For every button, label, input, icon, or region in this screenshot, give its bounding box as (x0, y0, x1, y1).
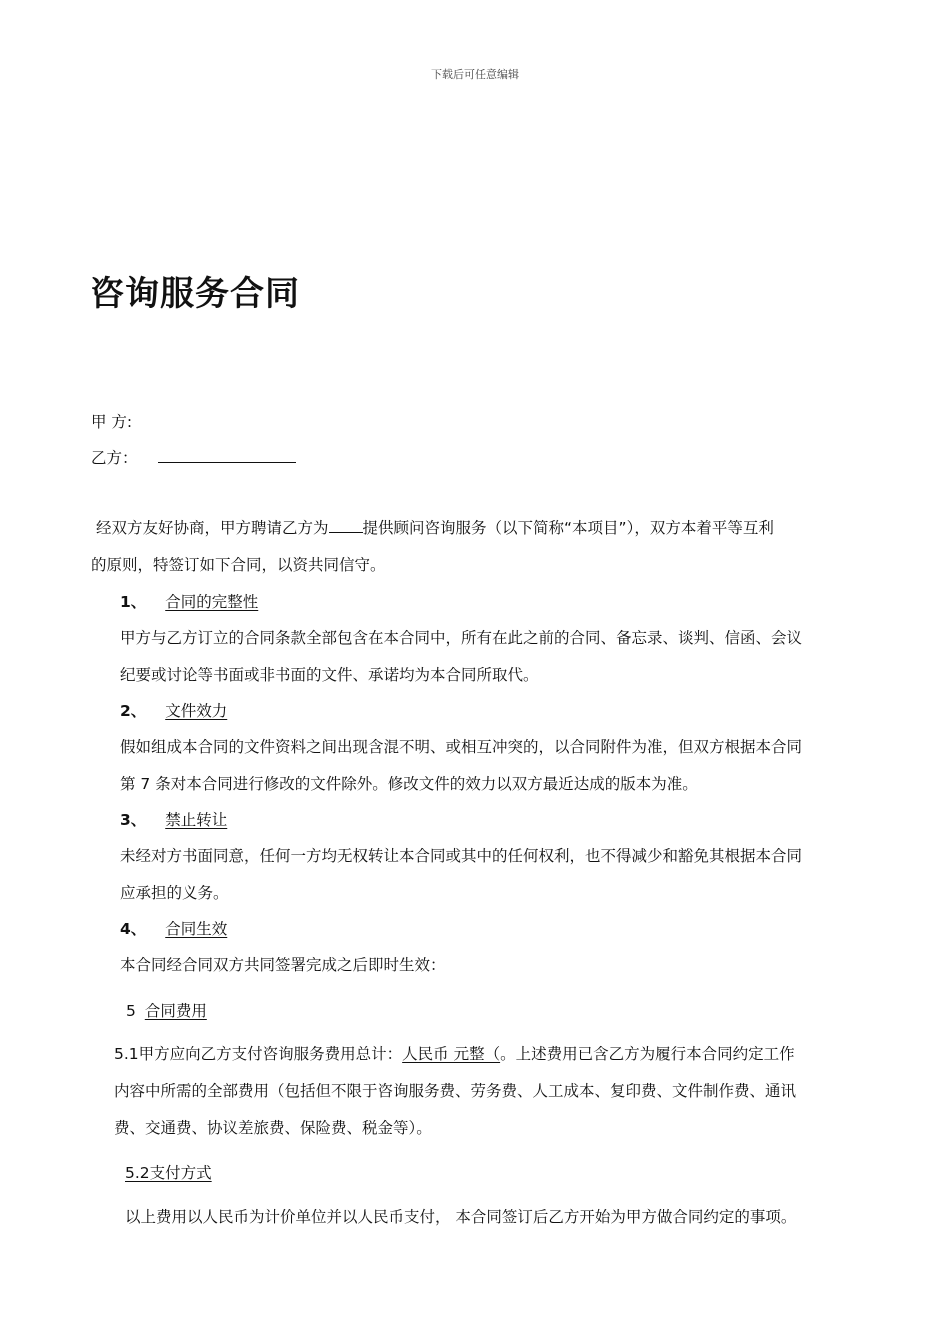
intro-text-a: 经双方友好协商，甲方聘请乙方为 (96, 519, 329, 537)
clause-5-1-line-3: 费、交通费、协议差旅费、保险费、税金等）。 (114, 1119, 432, 1137)
page-header: 下载后可任意编辑 (431, 68, 519, 81)
section-2-line-2: 第 7 条对本合同进行修改的文件除外。修改文件的效力以双方最近达成的版本为准。 (120, 775, 698, 793)
clause-5-2-text: 以上费用以人民币为计价单位并以人民币支付， 本合同签订后乙方开始为甲方做合同约定的事项。 (125, 1208, 797, 1226)
intro-blank (329, 531, 363, 533)
section-number: 4、 (120, 920, 147, 938)
section-3-line-2: 应承担的义务。 (120, 884, 229, 902)
clause-5-1-text-b: 。上述费用已含乙方为履行本合同约定工作 (500, 1045, 795, 1063)
section-title: 文件效力 (165, 702, 228, 720)
section-title: 禁止转让 (165, 811, 228, 829)
section-number: 2、 (120, 702, 147, 720)
section-title: 合同的完整性 (165, 593, 259, 611)
section-2-heading (120, 699, 227, 721)
clause-5-1-line-1 (114, 1042, 795, 1064)
section-3-heading (120, 808, 227, 830)
section-number: 1、 (120, 593, 147, 611)
intro-text-b: 提供顾问咨询服务（以下简称“本项目”），双方本着平等互利 (362, 519, 774, 537)
section-1-line-1: 甲方与乙方订立的合同条款全部包含在本合同中，所有在此之前的合同、备忘录、谈判、信函、会议 (120, 629, 803, 647)
section-5-heading (126, 999, 207, 1021)
section-1-line-2: 纪要或讨论等书面或非书面的文件、承诺均为本合同所取代。 (120, 666, 539, 684)
section-2-line-1: 假如组成本合同的文件资料之间出现含混不明、或相互冲突的，以合同附件为准，但双方根据本合同 (120, 738, 803, 756)
clause-5-2-heading: 5.2支付方式 (125, 1164, 212, 1182)
party-b-label: 乙方： (91, 449, 138, 467)
section-1-heading (120, 590, 258, 612)
section-number: 3、 (120, 811, 147, 829)
party-b-blank (158, 461, 296, 463)
section-3-line-1: 未经对方书面同意，任何一方均无权转让本合同或其中的任何权利，也不得减少和豁免其根据本合同 (120, 847, 803, 865)
document-title: 咨询服务合同 (90, 274, 300, 314)
intro-line-1 (96, 516, 774, 538)
section-4-heading (120, 917, 227, 939)
section-number: 5 (126, 1002, 136, 1020)
party-a-label: 甲 方: (91, 413, 133, 431)
clause-5-1-text-a: 5.1甲方应向乙方支付咨询服务费用总计： (114, 1045, 403, 1063)
clause-5-1-line-2: 内容中所需的全部费用（包括但不限于咨询服务费、劳务费、人工成本、复印费、文件制作费、通讯 (114, 1082, 797, 1100)
section-title: 合同费用 (144, 1002, 207, 1020)
intro-line-2: 的原则，特签订如下合同，以资共同信守。 (91, 556, 386, 574)
section-4-line-1: 本合同经合同双方共同签署完成之后即时生效： (120, 956, 446, 974)
party-b-row (91, 446, 296, 468)
fee-amount: 人民币 元整（ (402, 1045, 501, 1063)
section-title: 合同生效 (165, 920, 228, 938)
